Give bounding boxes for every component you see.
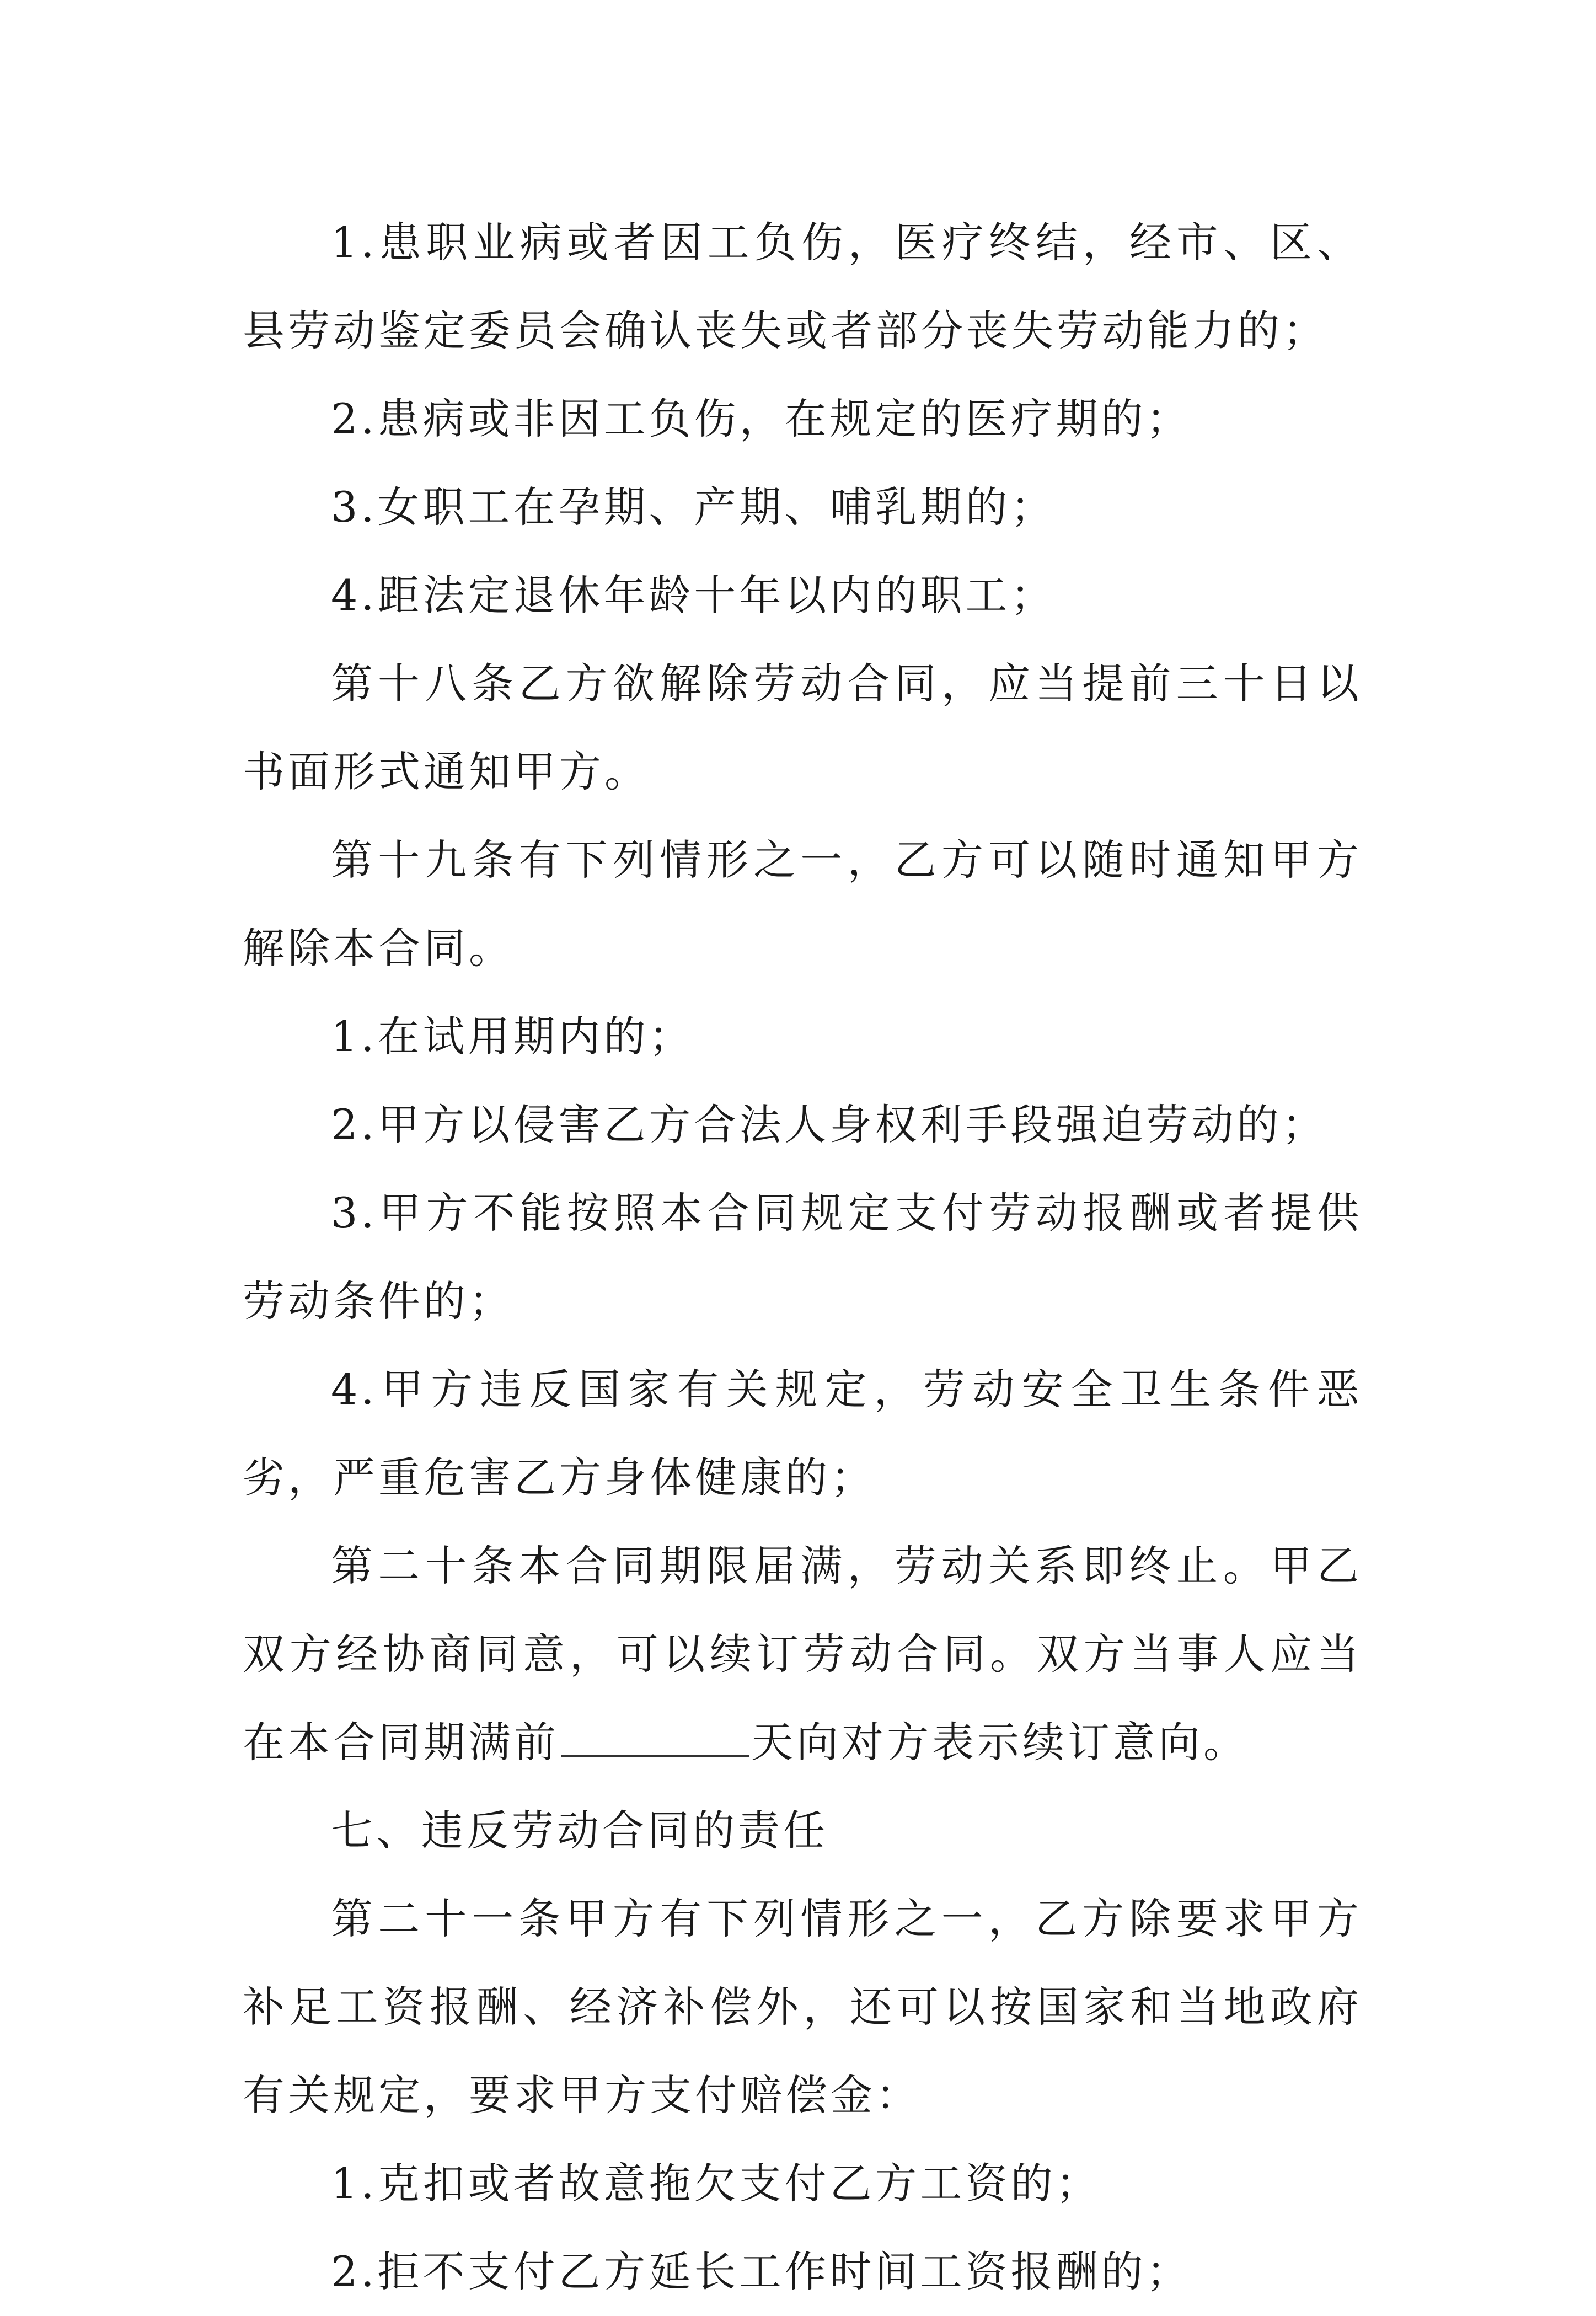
clause-item: 4.距法定退休年龄十年以内的职工； <box>331 571 1056 620</box>
article-18: 第十八条乙方欲解除劳动合同，应当提前三十日以书面形式通知甲方。 <box>243 659 1362 796</box>
clause-item: 2.拒不支付乙方延长工作时间工资报酬的； <box>331 2247 1192 2296</box>
article-20-text-before: 第二十条本合同期限届满，劳动关系即终止。甲乙双方经协商同意，可以续订劳动合同。双方当事人应当在本合同期满前 <box>243 1541 1362 1767</box>
clause-item: 3.甲方不能按照本合同规定支付劳动报酬或者提供劳动条件的； <box>243 1188 1362 1326</box>
clause-item: 3.女职工在孕期、产期、哺乳期的； <box>331 482 1056 532</box>
clause-item: 2.甲方以侵害乙方合法人身权利手段强迫劳动的； <box>331 1100 1327 1149</box>
article-20 <box>243 1522 1362 1787</box>
renewal-days-blank[interactable] <box>561 1722 749 1757</box>
article-21: 第二十一条甲方有下列情形之一，乙方除要求甲方补足工资报酬、经济补偿外，还可以按国家和当地政府有关规定，要求甲方支付赔偿金： <box>243 1894 1362 2120</box>
clause-item: 1.患职业病或者因工负伤，医疗终结，经市、区、县劳动鉴定委员会确认丧失或者部分丧失劳动能力的； <box>243 218 1362 355</box>
clause-item: 2.患病或非因工负伤，在规定的医疗期的； <box>331 394 1192 443</box>
section-heading: 七、违反劳动合同的责任 <box>331 1806 828 1855</box>
article-20-text-after: 天向对方表示续订意向。 <box>751 1718 1249 1767</box>
clause-item: 4.甲方违反国家有关规定，劳动安全卫生条件恶劣，严重危害乙方身体健康的； <box>243 1365 1362 1502</box>
document-body <box>243 199 1362 2316</box>
clause-item: 1.在试用期内的； <box>331 1012 694 1061</box>
article-19: 第十九条有下列情形之一，乙方可以随时通知甲方解除本合同。 <box>243 835 1362 973</box>
clause-item: 1.克扣或者故意拖欠支付乙方工资的； <box>331 2159 1101 2208</box>
